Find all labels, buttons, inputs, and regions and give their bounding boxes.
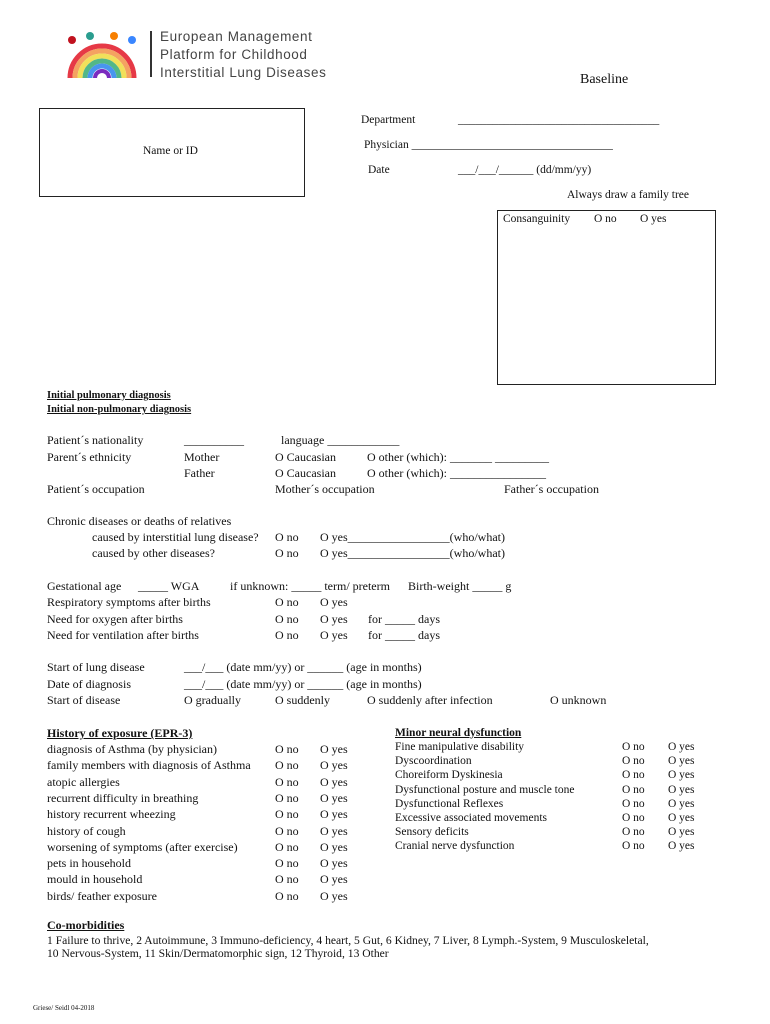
exposure-item-no[interactable]: O no — [275, 872, 299, 887]
need-oxygen-yes[interactable]: O yes — [320, 612, 348, 626]
date-of-diagnosis-field[interactable]: ___/___ (date mm/yy) or ______ (age in months) — [184, 677, 422, 691]
need-oxygen-label: Need for oxygen after births — [47, 612, 183, 626]
consanguinity-label: Consanguinity — [503, 213, 571, 225]
exposure-item-yes[interactable]: O yes — [320, 888, 348, 903]
need-oxygen-days[interactable]: for _____ days — [368, 612, 440, 626]
exposure-item-label: history recurrent wheezing — [47, 807, 176, 822]
exposure-item-no[interactable]: O no — [275, 742, 299, 756]
exposure-item-label: diagnosis of Asthma (by physician) — [47, 742, 217, 756]
exposure-item-no[interactable]: O no — [275, 823, 299, 838]
exposure-item-label: history of cough — [47, 823, 126, 838]
neural-item-label: Excessive associated movements — [395, 812, 548, 824]
department-label: Department — [361, 114, 416, 126]
neural-item-no[interactable]: O no — [622, 840, 645, 853]
neural-title: Minor neural dysfunction — [395, 727, 522, 739]
wga-field[interactable]: _____ WGA — [138, 579, 200, 593]
exposure-title: History of exposure (EPR-3) — [47, 726, 193, 740]
need-ventilation-days[interactable]: for _____ days — [368, 628, 440, 642]
footer-author: Griese/ Seidl 04-2018 — [33, 1004, 95, 1012]
exposure-item-label: worsening of symptoms (after exercise) — [47, 839, 238, 854]
birth-weight-field[interactable]: Birth-weight _____ g — [408, 579, 512, 593]
comorbidities-line-2: 10 Nervous-System, 11 Skin/Dermatomorphic sign, 12 Thyroid, 13 Other — [47, 947, 389, 960]
org-line-2: Platform for Childhood — [160, 47, 308, 62]
resp-symptoms-no[interactable]: O no — [275, 595, 299, 609]
exposure-item-label: family members with diagnosis of Asthma — [47, 758, 251, 773]
need-ventilation-label: Need for ventilation after births — [47, 628, 199, 642]
start-lung-disease-field[interactable]: ___/___ (date mm/yy) or ______ (age in months) — [184, 660, 422, 674]
org-name — [160, 28, 326, 82]
date-of-diagnosis-label: Date of diagnosis — [47, 677, 131, 691]
neural-item-yes[interactable]: O yes — [668, 826, 695, 839]
start-of-disease-label: Start of disease — [47, 693, 121, 707]
exposure-item-no[interactable]: O no — [275, 774, 299, 789]
onset-suddenly-infection[interactable]: O suddenly after infection — [367, 693, 493, 707]
neural-item-yes[interactable]: O yes — [668, 769, 695, 782]
date-field[interactable]: ___/___/______ (dd/mm/yy) — [458, 164, 592, 176]
neural-item-label: Fine manipulative disability — [395, 741, 525, 753]
father-occupation-label: Father´s occupation — [504, 482, 599, 496]
consanguinity-yes[interactable]: O yes — [640, 213, 667, 225]
exposure-item-label: recurrent difficulty in breathing — [47, 790, 199, 805]
rainbow-logo — [62, 30, 142, 82]
neural-item-no[interactable]: O no — [622, 741, 645, 753]
language-field[interactable]: language ____________ — [281, 433, 400, 447]
relatives-title: Chronic diseases or deaths of relatives — [47, 514, 232, 528]
exposure-item-label: atopic allergies — [47, 774, 120, 789]
family-tree-box[interactable] — [497, 210, 716, 385]
neural-item-no[interactable]: O no — [622, 769, 645, 782]
mother-caucasian[interactable]: O Caucasian — [275, 450, 336, 464]
neural-item-label: Choreiform Dyskinesia — [395, 769, 503, 782]
exposure-item-yes[interactable]: O yes — [320, 758, 348, 773]
physician-field[interactable]: Physician ___________________________________ — [364, 139, 613, 151]
mother-occupation-label: Mother´s occupation — [275, 482, 375, 496]
exposure-item-no[interactable]: O no — [275, 888, 299, 903]
neural-item-no[interactable]: O no — [622, 826, 645, 839]
mother-label: Mother — [184, 450, 220, 464]
parent-ethnicity-label: Parent´s ethnicity — [47, 450, 132, 464]
exposure-item-label: mould in household — [47, 872, 143, 887]
initial-pulmonary-diagnosis: Initial pulmonary diagnosis — [47, 390, 171, 401]
patient-occupation-label: Patient´s occupation — [47, 482, 145, 496]
resp-symptoms-yes[interactable]: O yes — [320, 595, 348, 609]
exposure-item-no[interactable]: O no — [275, 839, 299, 854]
onset-unknown[interactable]: O unknown — [550, 693, 607, 707]
if-unknown-field[interactable]: if unknown: _____ term/ preterm — [230, 579, 390, 593]
logo-divider — [150, 31, 152, 77]
father-caucasian[interactable]: O Caucasian — [275, 466, 336, 480]
initial-non-pulmonary-diagnosis: Initial non-pulmonary diagnosis — [47, 404, 192, 415]
exposure-item-label: pets in household — [47, 856, 131, 871]
neural-item-label: Dysfunctional Reflexes — [395, 797, 504, 810]
org-line-1: European Management — [160, 29, 313, 44]
resp-symptoms-label: Respiratory symptoms after births — [47, 595, 211, 609]
neural-item-label: Dyscoordination — [395, 755, 472, 768]
exposure-item-yes[interactable]: O yes — [320, 823, 348, 838]
neural-item-yes[interactable]: O yes — [668, 797, 695, 810]
start-lung-disease-label: Start of lung disease — [47, 660, 145, 674]
father-other[interactable]: O other (which): ________________ — [367, 466, 546, 480]
onset-suddenly[interactable]: O suddenly — [275, 693, 330, 707]
neural-item-yes[interactable]: O yes — [668, 840, 695, 853]
onset-gradually[interactable]: O gradually — [184, 693, 241, 707]
relatives-other-label: caused by other diseases? — [92, 546, 215, 560]
neural-item-yes[interactable]: O yes — [668, 755, 695, 768]
neural-item-yes[interactable]: O yes — [668, 741, 695, 753]
org-line-3: Interstitial Lung Diseases — [160, 65, 327, 80]
mother-other[interactable]: O other (which): _______ _________ — [367, 450, 549, 464]
exposure-item-yes[interactable]: O yes — [320, 839, 348, 854]
exposure-item-yes[interactable]: O yes — [320, 856, 348, 871]
relatives-other-yes[interactable]: O yes_________________(who/what) — [320, 546, 505, 560]
neural-item-no[interactable]: O no — [622, 812, 645, 824]
department-field[interactable]: ___________________________________ — [458, 114, 660, 126]
nationality-field[interactable]: __________ — [184, 433, 244, 447]
father-label: Father — [184, 466, 215, 480]
exposure-item-yes[interactable]: O yes — [320, 742, 348, 756]
exposure-item-yes[interactable]: O yes — [320, 872, 348, 887]
consanguinity-no[interactable]: O no — [594, 213, 617, 225]
exposure-item-no[interactable]: O no — [275, 807, 299, 822]
neural-item-yes[interactable]: O yes — [668, 812, 695, 824]
family-tree-note: Always draw a family tree — [567, 189, 689, 201]
exposure-item-no[interactable]: O no — [275, 790, 299, 805]
relatives-ild-no[interactable]: O no — [275, 530, 299, 544]
exposure-item-no[interactable]: O no — [275, 856, 299, 871]
comorbidities-line-1: 1 Failure to thrive, 2 Autoimmune, 3 Immuno-deficiency, 4 heart, 5 Gut, 6 Kidney, 7 Liver, 8 Lymph.-System, 9 Musculoskeletal, — [47, 934, 649, 947]
exposure-item-yes[interactable]: O yes — [320, 790, 348, 805]
exposure-item-yes[interactable]: O yes — [320, 774, 348, 789]
neural-item-yes[interactable]: O yes — [668, 783, 695, 796]
comorbidities-title: Co-morbidities — [47, 918, 125, 932]
relatives-ild-label: caused by interstitial lung disease? — [92, 530, 259, 544]
date-label: Date — [368, 164, 390, 176]
need-ventilation-yes[interactable]: O yes — [320, 628, 348, 642]
neural-item-no[interactable]: O no — [622, 783, 645, 796]
relatives-other-no[interactable]: O no — [275, 546, 299, 560]
gestational-age-label: Gestational age — [47, 579, 122, 593]
relatives-ild-yes[interactable]: O yes_________________(who/what) — [320, 530, 505, 544]
neural-item-label: Dysfunctional posture and muscle tone — [395, 783, 575, 796]
need-ventilation-no[interactable]: O no — [275, 628, 299, 642]
neural-item-label: Cranial nerve dysfunction — [395, 840, 515, 853]
neural-item-no[interactable]: O no — [622, 755, 645, 768]
exposure-item-label: birds/ feather exposure — [47, 888, 157, 903]
exposure-item-yes[interactable]: O yes — [320, 807, 348, 822]
exposure-item-no[interactable]: O no — [275, 758, 299, 773]
neural-item-label: Sensory deficits — [395, 826, 469, 839]
nationality-label: Patient´s nationality — [47, 433, 144, 447]
name-id-label: Name or ID — [143, 145, 198, 157]
need-oxygen-no[interactable]: O no — [275, 612, 299, 626]
form-title: Baseline — [580, 72, 629, 87]
neural-item-no[interactable]: O no — [622, 797, 645, 810]
